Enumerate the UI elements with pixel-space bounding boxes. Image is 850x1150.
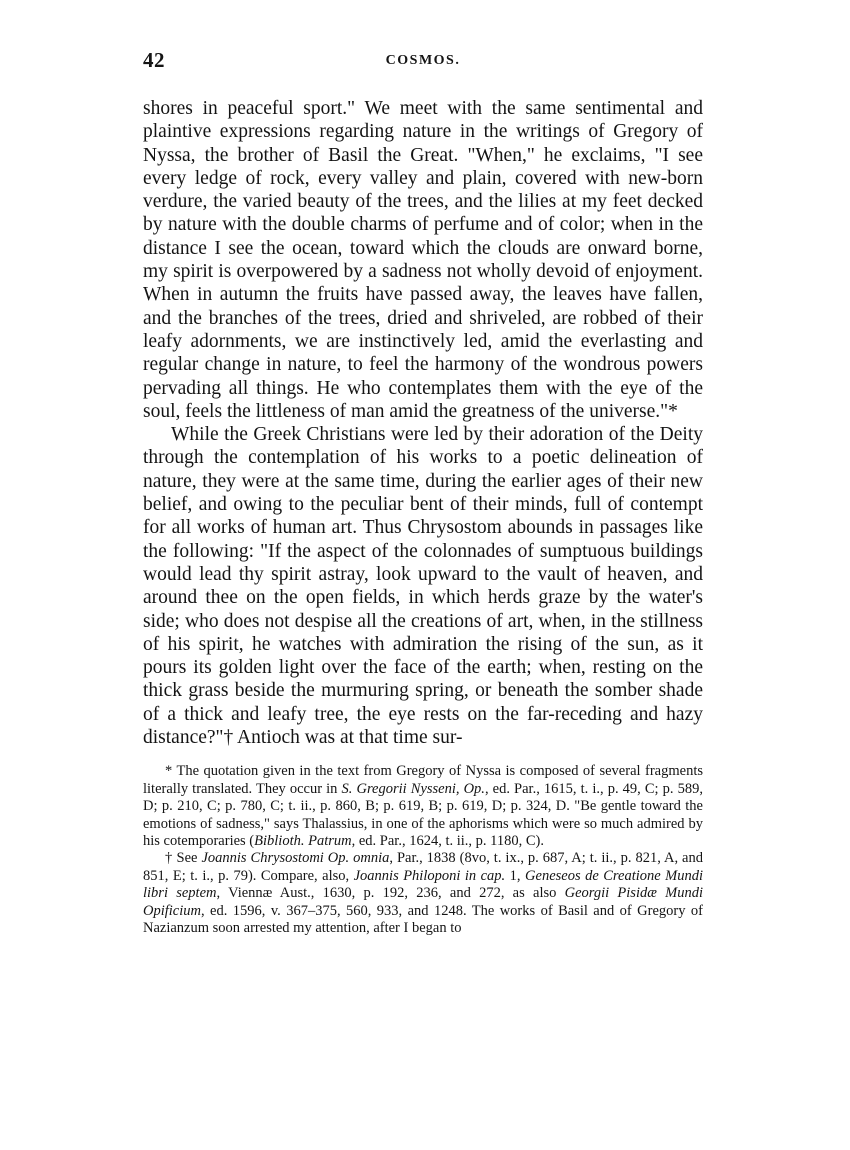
footnote-citation: S. Gregorii Nysseni, Op. [341, 780, 485, 797]
footnote-text: * The quotation given in the text from Gregory of Nyssa is composed of several fragments literally translated. They occur in [143, 763, 703, 797]
footnote-text: , Par., 1838 (8vo, t. ix., p. 687, A; t. ii., p. 821, A, and 851, E; t. i., p. 79). Compare, also, [143, 850, 703, 884]
footnote-text: 1, [505, 867, 526, 884]
footnote-citation: Joannis Philoponi in cap. [353, 867, 506, 884]
footnote-citation: Biblioth. Patrum [254, 832, 352, 849]
footnote [143, 850, 703, 937]
footnote-citation: Georgii Pisidæ Mundi Opificium [143, 885, 703, 919]
paragraph: shores in peaceful sport." We meet with the same sentimental and plaintive expressions regarding nature in the writings of Gregory of Nyssa, the brother of Basil the Great. "When," he exclaims, "I see every ledge of rock, every valley and plain, covered with new-born verdure, the varied beauty of the trees, and the lilies at my feet decked by nature with the double charms of perfume and of color; when in the distance I see the ocean, toward which the clouds are onward borne, my spirit is overpowered by a sadness not wholly devoid of enjoyment. When in autumn the fruits have passed away, the leaves have fallen, and the branches of the trees, dried and shriveled, are robbed of their leafy adornments, we are instinctively led, amid the everlasting and regular change in nature, to feel the harmony of the wondrous powers pervading all things. He who contemplates them with the eye of the soul, feels the littleness of man amid the greatness of the universe."* [143, 98, 703, 422]
footnote-text: , ed. Par., 1615, t. i., p. 49, C; p. 589, D; p. 210, C; p. 780, C; t. ii., p. 860, B; p. 619, B; p. 619, D; p. 324, D. "Be gentle toward the emotions of sadness," says Thalassius, in one of the aphorisms which were so much admired by his cotemporaries ( [143, 780, 703, 849]
footnote-text: , ed. 1596, v. 367–375, 560, 933, and 1248. The works of Basil and of Gregory of Nazianzum soon arrested my attention, after I began to [143, 902, 703, 936]
footnote-text: , ed. Par., 1624, t. ii., p. 1180, C). [351, 832, 545, 849]
footnote-text: † See [165, 850, 202, 867]
footnote [143, 763, 703, 850]
body-text [143, 97, 703, 749]
paragraph: While the Greek Christians were led by their adoration of the Deity through the contemplation of his works to a poetic delineation of nature, they were at the same time, during the earlier ages of their new belief, and owing to the peculiar bent of their minds, full of contempt for all works of human art. Thus Chrysostom abounds in passages like the following: "If the aspect of the colonnades of sumptuous buildings would lead thy spirit astray, look upward to the vault of heaven, and around thee on the open fields, in which herds graze by the water's side; who does not despise all the creations of art, when, in the stillness of his spirit, he watches with admiration the rising of the sun, as it pours its golden light over the face of the earth; when, resting on the thick grass beside the murmuring spring, or beneath the somber shade of a thick and leafy tree, the eye rests on the far-receding and hazy distance?"† Antioch was at that time sur- [143, 424, 703, 749]
footnote-citation: Geneseos de Creatione Mundi libri septem [143, 867, 704, 902]
footnote-citation: Joannis Chrysostomi Op. omnia [201, 850, 390, 867]
footnotes [143, 763, 703, 937]
page-number: 42 [143, 48, 165, 72]
book-page [143, 48, 703, 937]
footnote-text: , Viennæ Aust., 1630, p. 192, 236, and 272, as also [216, 885, 565, 902]
running-head: COSMOS. [385, 53, 461, 68]
page-header [143, 48, 703, 78]
